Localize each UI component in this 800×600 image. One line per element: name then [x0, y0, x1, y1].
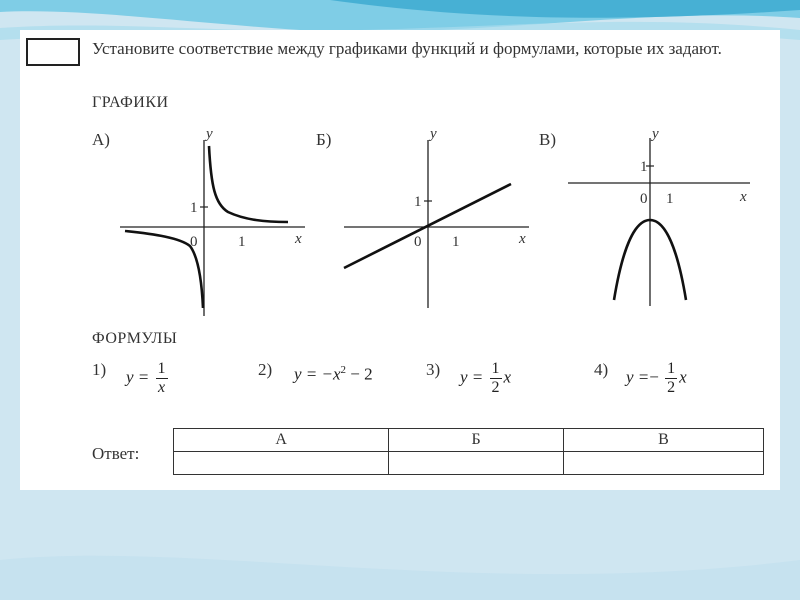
graph-c-tick-y-label: 1 [640, 159, 648, 175]
graph-a-x-label: x [295, 231, 302, 247]
formula-2-number: 2) [258, 360, 273, 379]
answer-header-b: Б [389, 429, 564, 452]
formula-1-denominator: x [157, 379, 166, 396]
formula-4-numerator: 1 [667, 360, 676, 377]
graph-c [566, 126, 766, 316]
formula-4-fraction [665, 360, 677, 397]
graph-a-y-label: y [206, 126, 213, 142]
graph-b-tick-y-label: 1 [414, 194, 422, 210]
formula-2-power: 2 [340, 364, 347, 376]
graph-b-y-label: y [430, 126, 437, 142]
answer-cell-b[interactable] [389, 452, 564, 475]
formula-2-tail: − 2 [346, 364, 373, 384]
formula-1-fraction [156, 360, 168, 397]
graphs-section-title: ГРАФИКИ [92, 94, 169, 111]
formula-3-denominator: 2 [491, 379, 500, 396]
answer-cell-a[interactable] [174, 452, 389, 475]
formula-1-numerator: 1 [157, 360, 166, 377]
graph-a-label: А) [92, 130, 110, 149]
task-number-box [26, 38, 80, 66]
formulas-section-title: ФОРМУЛЫ [92, 330, 178, 347]
formula-1 [126, 360, 170, 397]
formula-3-fraction [490, 360, 502, 397]
formula-4-lhs: y = [626, 367, 650, 387]
graph-c-origin: 0 [640, 191, 648, 207]
formula-4-number: 4) [594, 360, 609, 379]
graph-c-x-label: x [740, 189, 747, 205]
answer-label: Ответ: [92, 444, 140, 463]
graph-c-y-label: y [652, 126, 659, 142]
graph-c-label: В) [539, 130, 556, 149]
graph-b [344, 126, 534, 316]
formula-4-denominator: 2 [667, 379, 676, 396]
answer-header-row [174, 429, 764, 452]
graph-b-label: Б) [316, 130, 332, 149]
graph-a-curve-right [209, 146, 288, 222]
answer-cell-c[interactable] [563, 452, 763, 475]
formula-1-number: 1) [92, 360, 107, 379]
formula-4-tail: x [679, 367, 687, 387]
answer-header-c: В [563, 429, 763, 452]
formula-3-lhs: y = [460, 367, 484, 387]
formula-4-sign: − [649, 367, 659, 387]
answer-input-row [174, 452, 764, 475]
graph-a [120, 126, 310, 316]
graph-a-tick-x-label: 1 [238, 234, 246, 250]
formula-2 [294, 364, 373, 385]
formula-1-lhs: y = [126, 367, 150, 387]
formula-3-tail: x [503, 367, 512, 387]
task-text: Установите соответствие между графиками функций и формулами, которые их задают. [92, 39, 722, 58]
task-sheet [20, 30, 780, 490]
formula-2-text: y = −x [294, 364, 341, 384]
graph-b-origin: 0 [414, 234, 422, 250]
graph-b-tick-x-label: 1 [452, 234, 460, 250]
graph-a-tick-y-label: 1 [190, 200, 198, 216]
graph-c-tick-x-label: 1 [666, 191, 674, 207]
formula-3-number: 3) [426, 360, 441, 379]
formula-4 [626, 360, 687, 397]
formula-3 [460, 360, 511, 397]
graph-b-x-label: x [519, 231, 526, 247]
graph-a-origin: 0 [190, 234, 198, 250]
formula-3-numerator: 1 [491, 360, 500, 377]
answer-table [173, 428, 764, 475]
answer-header-a: А [174, 429, 389, 452]
